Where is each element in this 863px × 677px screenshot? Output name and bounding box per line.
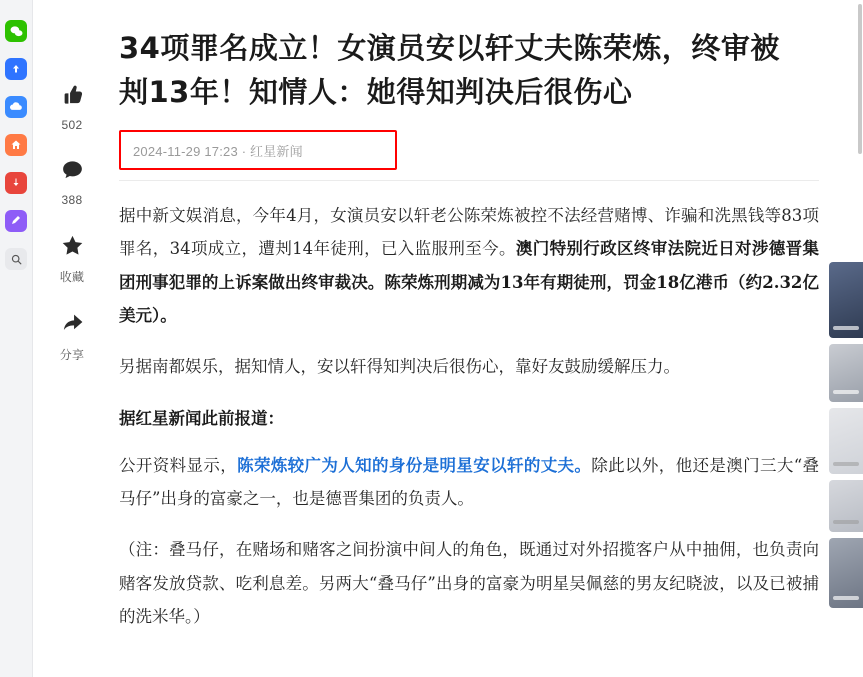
share-button[interactable] [60, 311, 85, 363]
favorite-button[interactable] [60, 233, 85, 285]
paragraph-2: 另据南都娱乐，据知情人，安以轩得知判决后很伤心，靠好友鼓励缓解压力。 [119, 357, 680, 377]
paragraph-4: （注：叠马仔，在赌场和赌客之间扮演中间人的角色，既通过对外招揽客户从中抽佣，也负责向赌客发放贷款、吃利息差。另两大“叠马仔”出身的富豪为明星吴佩慈的男友纪晓波，以及已被捕的洗米华。） [119, 540, 819, 627]
header-divider [119, 180, 819, 181]
star-icon [60, 233, 85, 262]
thumbs-up-icon [59, 82, 85, 112]
like-count: 502 [61, 118, 83, 132]
comment-button[interactable] [60, 158, 85, 207]
edit-icon[interactable] [5, 210, 27, 232]
comment-icon [60, 158, 85, 187]
article-content [111, 0, 863, 677]
related-card-2-line [833, 390, 859, 394]
related-card-1-line [833, 326, 859, 330]
paragraph-3 [119, 449, 819, 516]
article-meta: 2024-11-29 17:23 · 红星新闻 [133, 144, 303, 160]
paragraph-1 [119, 199, 819, 332]
paragraph-1-bold: 澳门特别行政区终审法院近日对涉德晋集团刑事犯罪的上诉案做出终审裁决。陈荣炼刑期减为13年有期徒刑，罚金18亿港币（约2.32亿美元）。 [119, 239, 820, 326]
paragraph-1-part-1: 据中新文娱消息，今年4月，女演员安以轩老公陈荣炼被控不法经营赌博、诈骗和洗黑钱等83项罪名，34项成立，遭刔14年徒刑，已入监服刑至今。 [119, 206, 819, 259]
page-title: 34项罪名成立！女演员安以轩丈夫陈荣炼，终审被刔13年！知情人：她得知判决后很伤心 [119, 31, 780, 110]
related-card-3-line [833, 462, 859, 466]
comment-count: 388 [61, 193, 83, 207]
page-scrollbar-thumb[interactable] [858, 4, 862, 154]
article-meta-area [119, 130, 819, 170]
related-card-5-line [833, 596, 859, 600]
article-side-actions [33, 0, 111, 677]
share-label: 分享 [59, 348, 85, 362]
favorite-label: 收藏 [59, 270, 85, 284]
share-arrow-icon [60, 311, 85, 340]
search-icon[interactable] [5, 248, 27, 270]
paragraph-3-link[interactable]: 陈荣炼较广为人知的身份是明星安以轩的丈夫。 [237, 455, 592, 475]
home-icon[interactable] [5, 134, 27, 156]
pdf-icon[interactable] [5, 172, 27, 194]
cloud-drive-icon[interactable] [5, 96, 27, 118]
page-scrollbar[interactable] [857, 0, 863, 677]
sub-heading: 据红星新闻此前报道： [119, 408, 284, 428]
like-button[interactable] [59, 82, 85, 132]
wechat-icon[interactable] [5, 20, 27, 42]
related-card-4-line [833, 520, 859, 524]
paragraph-3-part-2: 除此以外，他还是澳门三大“叠马仔”出身的富豪之一，也是德晋集团的负责人。 [119, 455, 820, 509]
docs-icon[interactable] [5, 58, 27, 80]
paragraph-3-part-1: 公开资料显示， [119, 455, 238, 475]
app-rail [0, 0, 33, 677]
